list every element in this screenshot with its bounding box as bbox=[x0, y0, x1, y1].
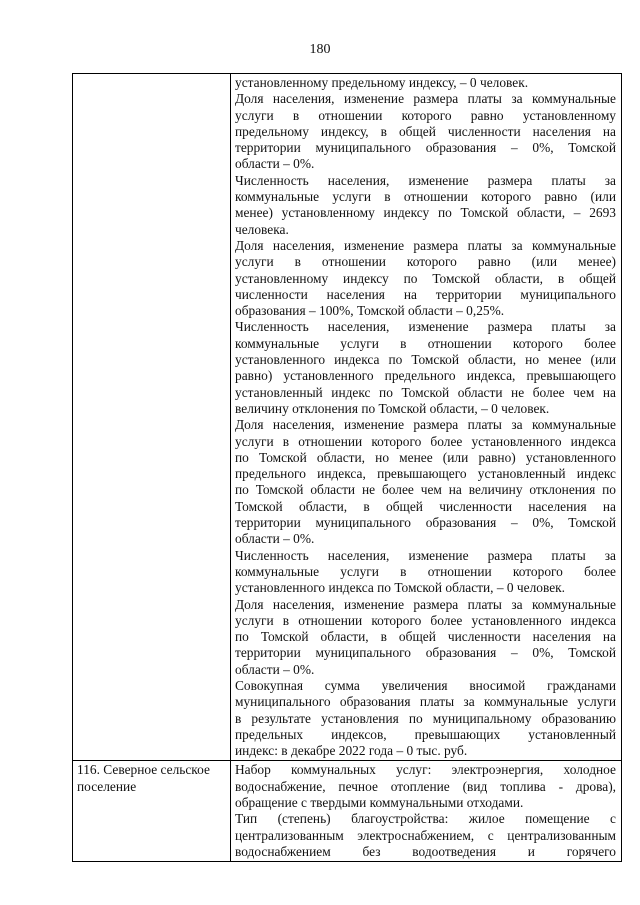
text-line: предельных индексов, превышающих установленный bbox=[235, 726, 616, 742]
text-line: области – 0%. bbox=[235, 531, 315, 547]
text-line: предельному индексу, в общей численности населения на bbox=[235, 123, 616, 139]
text-line: по Томской области не более чем на величину отклонения по bbox=[235, 482, 616, 498]
settlement-name-cell: 116. Северное сельское поселение bbox=[73, 761, 231, 862]
text-line: Численность населения, изменение размера платы за bbox=[235, 172, 616, 188]
text-line: по Томской области, но менее (или равно) установленного bbox=[235, 449, 616, 465]
text-line: менее) установленному индексу по Томской области, – 2693 bbox=[235, 205, 616, 221]
table-row bbox=[73, 74, 622, 761]
paragraph bbox=[235, 548, 616, 597]
text-line: численности населения на территории муниципального bbox=[235, 286, 616, 302]
text-line: территории муниципального образования – 0%, Томской bbox=[235, 140, 616, 156]
text-line: территории муниципального образования – 0%, Томской bbox=[235, 645, 616, 661]
text-line: муниципального образования платы за коммунальные услуги bbox=[235, 694, 616, 710]
text-line: Совокупная сумма увеличения вносимой гражданами bbox=[235, 677, 616, 693]
settlement-name-cell bbox=[73, 74, 231, 761]
text-line: индекс: в декабре 2022 года – 0 тыс. руб. bbox=[235, 743, 468, 759]
text-line: по Томской области, в общей численности населения на bbox=[235, 629, 616, 645]
paragraph bbox=[235, 417, 616, 547]
paragraph bbox=[235, 811, 616, 860]
text-line: области – 0%. bbox=[235, 661, 315, 677]
text-line: Тип (степень) благоустройства: жилое помещение с bbox=[235, 811, 616, 827]
text-line: Томской области, в общей численности населения на bbox=[235, 498, 616, 514]
text-line: услуги в отношении которого более установленного индекса bbox=[235, 433, 616, 449]
text-line: человека. bbox=[235, 221, 289, 237]
text-line: Доля населения, изменение размера платы за коммунальные bbox=[235, 596, 616, 612]
text-line: образования – 100%, Томской области – 0,25%. bbox=[235, 303, 505, 319]
text-line: области – 0%. bbox=[235, 156, 315, 172]
text-line: услуги в отношении которого равно (или менее) bbox=[235, 254, 616, 270]
text-line: Численность населения, изменение размера платы за bbox=[235, 547, 616, 563]
text-line: централизованным электроснабжением, с централизованным bbox=[235, 827, 616, 843]
text-line: коммунальные услуги в отношении которого более bbox=[235, 563, 616, 579]
text-line: величину отклонения по Томской области, – 0 человек. bbox=[235, 400, 550, 416]
text-line: услуги в отношении которого равно установленному bbox=[235, 107, 616, 123]
text-line: коммунальные услуги в отношении которого равно (или bbox=[235, 189, 616, 205]
paragraph bbox=[235, 75, 616, 91]
paragraph bbox=[235, 238, 616, 319]
text-line: Численность населения, изменение размера платы за bbox=[235, 319, 616, 335]
table-body bbox=[73, 74, 622, 862]
paragraph bbox=[235, 762, 616, 811]
text-line: Доля населения, изменение размера платы за коммунальные bbox=[235, 417, 616, 433]
text-line: услуги в отношении которого более установленного индекса bbox=[235, 612, 616, 628]
page-number: 180 bbox=[309, 42, 331, 57]
text-line: Набор коммунальных услуг: электроэнергия, холодное bbox=[235, 762, 616, 778]
text-line: установленный индекс по Томской области не более чем на bbox=[235, 384, 616, 400]
text-line: обращение с твердыми коммунальными отходами. bbox=[235, 795, 524, 811]
text-line: коммунальные услуги в отношении которого более bbox=[235, 335, 616, 351]
table-row bbox=[73, 761, 622, 862]
paragraph bbox=[235, 678, 616, 759]
text-line: Доля населения, изменение размера платы за коммунальные bbox=[235, 237, 616, 253]
text-line: равно) установленного предельного индекса, превышающего bbox=[235, 368, 616, 384]
text-line: установленного индекса по Томской области, – 0 человек. bbox=[235, 580, 566, 596]
text-line: Доля населения, изменение размера платы за коммунальные bbox=[235, 91, 616, 107]
municipality-table bbox=[72, 73, 622, 862]
paragraph bbox=[235, 173, 616, 238]
text-line: установленному предельному индексу, – 0 человек. bbox=[235, 75, 529, 90]
description-cell bbox=[231, 74, 622, 761]
paragraph bbox=[235, 597, 616, 678]
text-line: водоснабжение, печное отопление (вид топлива - дрова), bbox=[235, 778, 616, 794]
text-line: установленному индексу по Томской области, в общей bbox=[235, 270, 616, 286]
text-line: водоснабжением без водоотведения и горячего bbox=[235, 843, 616, 859]
text-line: установленного индекса по Томской области, но менее (или bbox=[235, 352, 616, 368]
paragraph bbox=[235, 91, 616, 172]
paragraph bbox=[235, 319, 616, 417]
text-line: в результате установления по муниципальному образованию bbox=[235, 710, 616, 726]
text-line: предельного индекса, превышающего установленный индекс bbox=[235, 466, 616, 482]
text-line: территории муниципального образования – 0%, Томской bbox=[235, 515, 616, 531]
description-cell bbox=[231, 761, 622, 862]
